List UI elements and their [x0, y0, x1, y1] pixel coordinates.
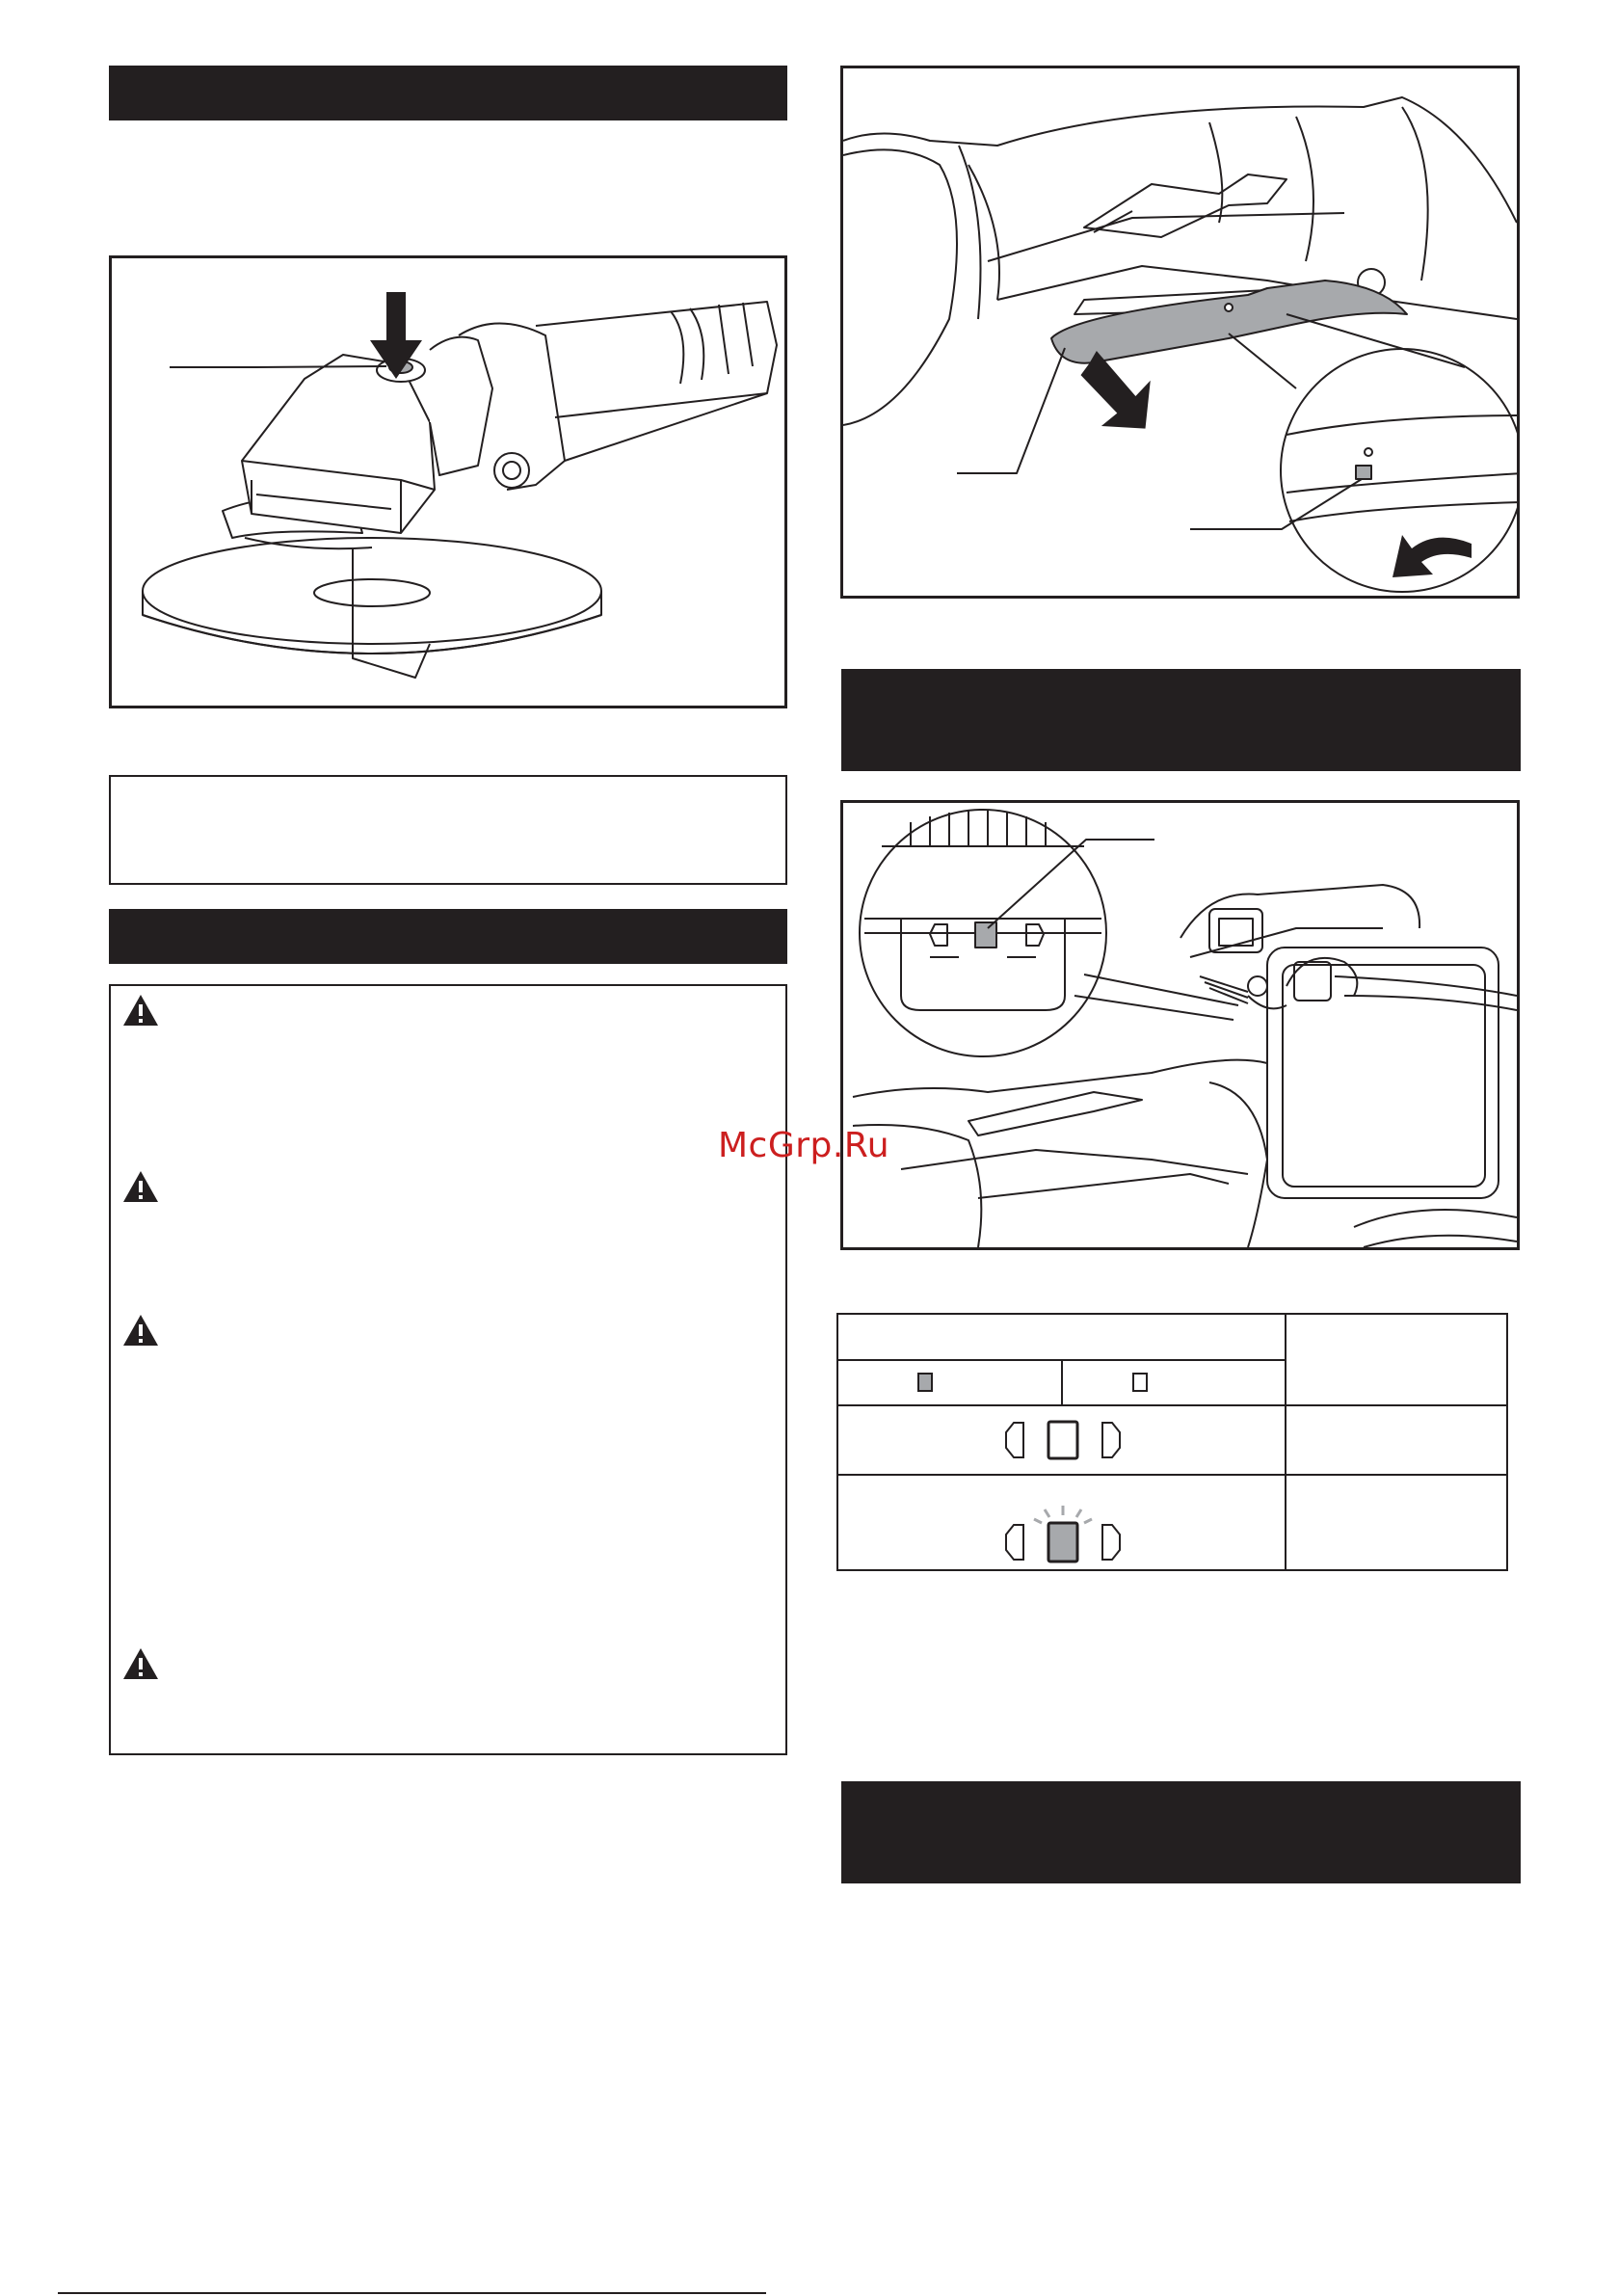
- lamp-off-icon: [1132, 1373, 1148, 1392]
- table-divider: [836, 1404, 1508, 1406]
- indicator-lamp-figure: [840, 800, 1520, 1250]
- indicator-illustration: [843, 803, 1517, 1247]
- warning-box: [109, 984, 787, 1755]
- section-heading-bar-3: [841, 669, 1521, 771]
- shaft-lock-figure: [109, 255, 787, 708]
- indicator-blinking-icon: [1002, 1486, 1124, 1563]
- indicator-table: [836, 1313, 1508, 1571]
- table-divider: [1285, 1313, 1286, 1571]
- indicator-off-icon: [1002, 1419, 1124, 1461]
- table-divider: [1061, 1359, 1063, 1405]
- warning-triangle-icon: [121, 1313, 160, 1348]
- warning-triangle-icon: [121, 1646, 160, 1681]
- slide-switch-figure: [840, 66, 1520, 599]
- section-heading-bar-4: [841, 1781, 1521, 1883]
- watermark-text: McGrp.Ru: [718, 1126, 890, 1165]
- note-box: [109, 775, 787, 885]
- lamp-on-icon: [917, 1373, 933, 1392]
- grinder-illustration: [112, 258, 784, 706]
- switch-illustration: [843, 68, 1517, 596]
- section-heading-bar-2: [109, 909, 787, 964]
- table-divider: [836, 1474, 1508, 1476]
- warning-triangle-icon: [121, 1169, 160, 1204]
- warning-triangle-icon: [121, 993, 160, 1028]
- footer-rule: [58, 2292, 766, 2294]
- section-heading-bar-1: [109, 66, 787, 120]
